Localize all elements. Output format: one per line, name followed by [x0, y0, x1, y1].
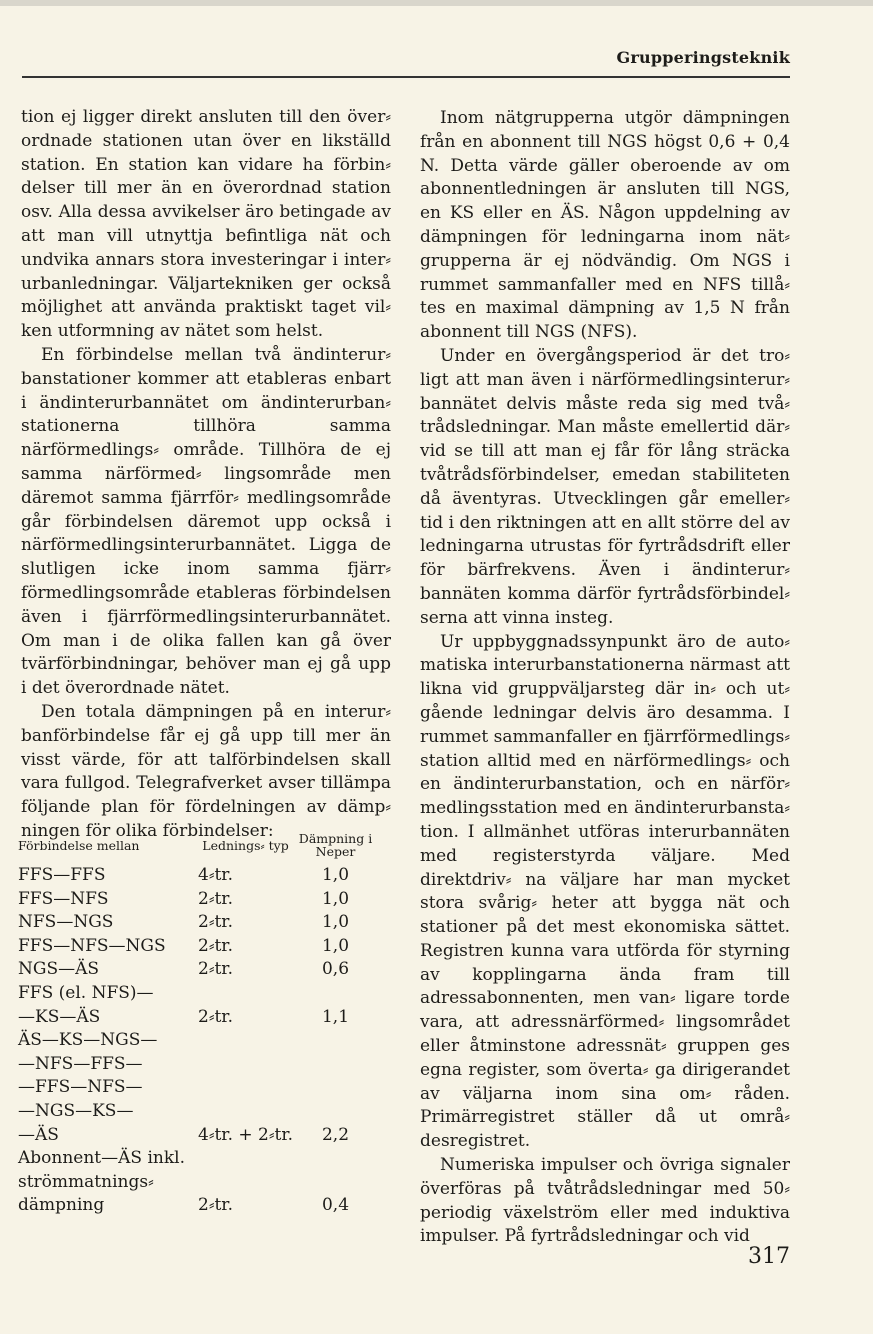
row-line-type: 2⸗tr. — [198, 1195, 233, 1216]
attenuation-table — [18, 832, 378, 1218]
page-number: 317 — [748, 1244, 790, 1269]
row-line-type — [198, 1100, 293, 1124]
running-header: Grupperingsteknik — [616, 48, 790, 67]
row-attenuation: 1,0 — [321, 865, 350, 885]
row-connection: NGS—ÄS — [18, 959, 100, 980]
row-connection: FFS—FFS — [18, 865, 106, 885]
row-line-type: 4⸗tr. — [198, 865, 233, 885]
table-row — [18, 1076, 378, 1100]
row-connection: FFS (el. NFS)— — [18, 982, 154, 1003]
row-line-type: 2⸗tr. — [198, 1006, 233, 1027]
table-row — [18, 1006, 378, 1030]
header-attenuation: Dämpning i Neper — [298, 831, 373, 859]
right-paragraph-1: Inom nätgrupperna utgör dämpningen från en abonnent till NGS högst 0,6 + 0,4 N. Detta värde gäller oberoende av om abonnentledningen är ansluten till NGS, en KS eller en ÄS. Någon uppdelning av dämpningen för ledningarna inom nät⸗ grupperna är ej nödvändig. Om NGS i rummet sammanfaller med en NFS tillå⸗ tes en maximal dämpning av 1,5 N från abonnent till NGS (NFS). — [420, 108, 790, 343]
table-row — [18, 1124, 378, 1148]
row-connection: —NGS—KS— — [18, 1100, 134, 1121]
row-attenuation: 0,6 — [321, 959, 350, 980]
table-header-row — [18, 832, 378, 864]
table-row — [18, 911, 378, 935]
table-row — [18, 1194, 378, 1218]
row-line-type — [198, 1053, 293, 1077]
row-attenuation: 1,0 — [321, 888, 350, 909]
right-paragraph-2: Under en övergångsperiod är det tro⸗ ligt att man även i närförmedlingsinterur⸗ bannätet delvis måste reda sig med två⸗ trådsledningar. Man måste emellertid där⸗ vid se till att man ej får för lång sträcka tvåtrådsförbindelser, emedan stabiliteten då äventyras. Utvecklingen går emeller⸗ tid i den riktningen att en allt större del av ledningarna utrustas för fyrtrådsdrift eller för bärfrekvens. Även i ändinterur⸗ bannäten komma därför fyrtrådsförbindel⸗ serna att vinna insteg. — [420, 345, 790, 628]
table-row — [18, 982, 378, 1006]
left-paragraph-2: En förbindelse mellan två ändinterur⸗ banstationer kommer att etableras enbart i ändinterurbannätet om ändinterurban⸗ stationerna tillhöra samma närförmedlings⸗ område. Tillhöra de ej samma närförmed⸗ lingsområde men däremot samma fjärrför⸗ medlingsområde går förbindelsen däremot upp också i närförmedlingsinterurbannätet. Ligga de slutligen icke inom samma fjärr⸗ förmedlingsområde etableras förbindelsen även i fjärrförmedlingsinterurbannätet. Om man i de olika fallen kan gå över tvärförbindningar, behöver man ej gå upp i det överordnade nätet. — [21, 344, 391, 699]
row-attenuation: 0,4 — [321, 1195, 350, 1216]
row-attenuation — [293, 1147, 378, 1171]
row-connection: —NFS—FFS— — [18, 1053, 143, 1074]
row-line-type: 2⸗tr. — [198, 935, 233, 956]
header-connection: Förbindelse mellan — [18, 837, 140, 853]
row-attenuation — [293, 1100, 378, 1124]
right-column — [420, 107, 790, 1249]
row-attenuation — [293, 982, 378, 1006]
table-row — [18, 1053, 378, 1077]
row-connection: FFS—NFS — [18, 888, 109, 909]
row-line-type: 2⸗tr. — [198, 888, 233, 909]
header-rule — [22, 76, 790, 78]
row-attenuation: 1,0 — [321, 912, 350, 933]
table-row — [18, 888, 378, 912]
row-line-type — [198, 1029, 293, 1053]
row-connection: NFS—NGS — [18, 912, 114, 933]
right-paragraph-3: Ur uppbyggnadssynpunkt äro de auto⸗ matiska interurbanstationerna närmast att likna vid gruppväljarsteg där in⸗ och ut⸗ gående ledningar delvis äro desamma. I rummet sammanfaller en fjärrförmedlings⸗ station alltid med en närförmedlings⸗ och en ändinterurbanstation, och en närför⸗ medlingsstation med en ändinterurbansta⸗ tion. I allmänhet utföras interurbannäten med registerstyrda väljare. Med direktdriv⸗ na väljare har man mycket stora svårig⸗ heter att bygga nät och stationer på det mest ekonomiska sättet. Registren kunna vara utförda för styrning av kopplingarna ända fram till adressabonnenten, men van⸗ ligare torde vara, att adressnärförmed⸗ lingsområdet eller åtminstone adressnät⸗ gruppen ges egna register, som överta⸗ ga dirigerandet av väljarna inom sina om⸗ råden. Primärregistret ställer då ut områ⸗ desregistret. — [420, 631, 790, 1152]
row-line-type — [198, 1171, 293, 1195]
row-connection: —ÄS — [18, 1124, 59, 1145]
right-paragraph-4: Numeriska impulser och övriga signaler överföras på tvåtrådsledningar med 50⸗ periodig växelström eller med induktiva impulser. På fyrtrådsledningar och vid — [420, 1155, 790, 1247]
row-connection: dämpning — [18, 1195, 105, 1216]
row-line-type — [198, 982, 293, 1006]
left-column — [21, 106, 391, 844]
row-attenuation — [293, 1029, 378, 1053]
row-connection: Abonnent—ÄS inkl. — [18, 1148, 185, 1169]
row-attenuation — [293, 1053, 378, 1077]
row-line-type: 2⸗tr. — [198, 959, 233, 980]
row-attenuation — [293, 1076, 378, 1100]
left-paragraph-1: tion ej ligger direkt ansluten till den över⸗ ordnade stationen utan över en likställd station. En station kan vidare ha förbin⸗ delser till mer än en överordnad station osv. Alla dessa avvikelser äro betingade av att man vill utnyttja befintliga nät och undvika annars stora investeringar i inter⸗ urbanledningar. Väljartekniken ger också möjlighet att använda praktiskt taget vil⸗ ken utformning av nätet som helst. — [21, 107, 391, 342]
table-row — [18, 935, 378, 959]
row-connection: —FFS—NFS— — [18, 1077, 143, 1098]
row-attenuation: 1,0 — [321, 935, 350, 956]
table-row — [18, 864, 378, 888]
row-line-type: 4⸗tr. + 2⸗tr. — [198, 1124, 293, 1145]
row-line-type — [198, 1147, 293, 1171]
row-connection: —KS—ÄS — [18, 1006, 101, 1027]
row-attenuation: 2,2 — [321, 1124, 350, 1145]
row-line-type: 2⸗tr. — [198, 912, 233, 933]
row-attenuation: 1,1 — [321, 1006, 350, 1027]
row-attenuation — [293, 1171, 378, 1195]
table-row — [18, 1147, 378, 1171]
top-edge — [0, 0, 873, 6]
row-connection: FFS—NFS—NGS — [18, 935, 166, 956]
left-paragraph-3: Den totala dämpningen på en interur⸗ banförbindelse får ej gå upp till mer än visst värde, för att talförbindelsen skall vara fullgod. Telegrafverket avser tillämpa följande plan för fördelningen av dämp⸗ ningen för olika förbindelser: — [21, 701, 391, 841]
table-row — [18, 1171, 378, 1195]
table-row — [18, 1029, 378, 1053]
row-connection: strömmatnings⸗ — [18, 1171, 154, 1192]
row-connection: ÄS—KS—NGS— — [18, 1030, 158, 1051]
row-line-type — [198, 1076, 293, 1100]
header-line-type: Lednings⸗ typ — [202, 837, 289, 853]
table-row — [18, 958, 378, 982]
table-row — [18, 1100, 378, 1124]
